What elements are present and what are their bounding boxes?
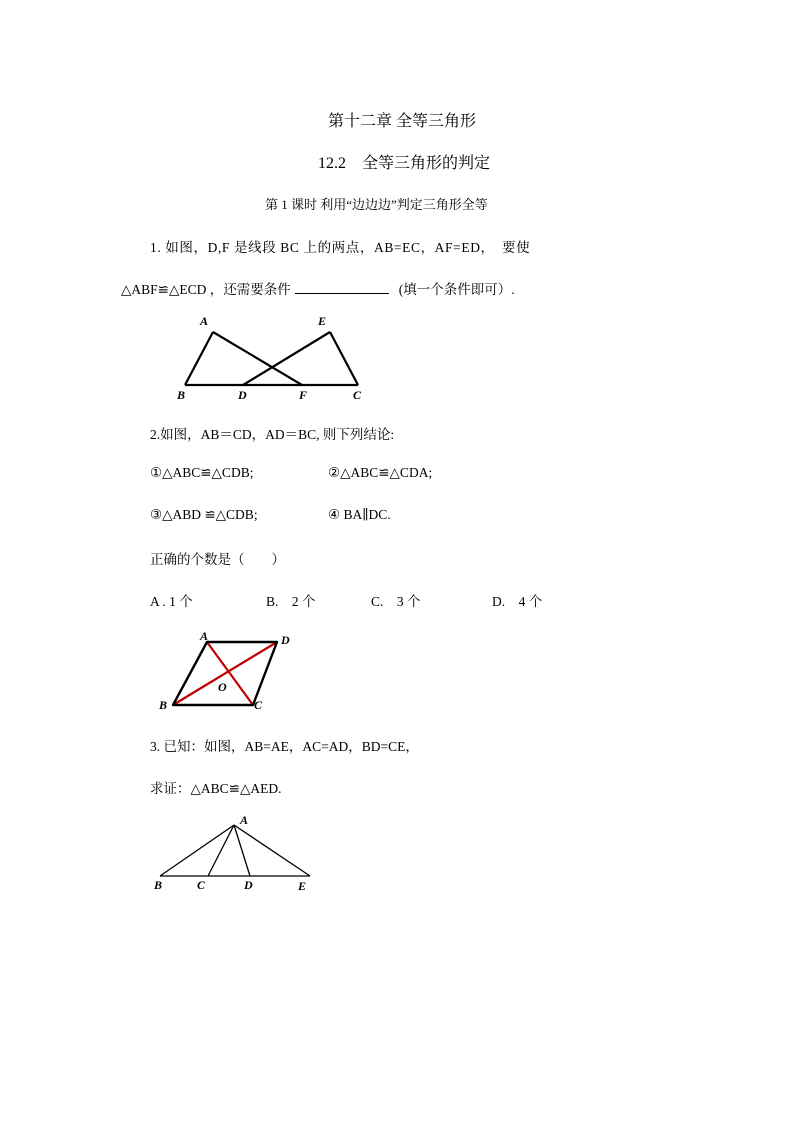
q2-option-d[interactable]: D. 4 个 xyxy=(492,594,543,609)
q2-option-c[interactable]: C. 3 个 xyxy=(371,594,421,609)
fig1-label-e: E xyxy=(318,314,327,328)
fig1-label-a: A xyxy=(200,314,209,328)
fig3-segment-ad xyxy=(234,825,250,876)
q1-answer-blank[interactable] xyxy=(295,281,389,294)
fig2-diagonal-bd xyxy=(173,642,277,705)
q2-option-b[interactable]: B. 2 个 xyxy=(266,594,316,609)
fig1-label-c: C xyxy=(353,388,362,402)
fig1-label-d: D xyxy=(238,388,247,402)
fig1-segment-ab xyxy=(185,332,213,385)
fig2-diagonal-ac xyxy=(207,642,253,705)
fig3-label-d: D xyxy=(244,878,253,892)
fig2-label-c: C xyxy=(254,698,263,712)
section-title: 12.2 全等三角形的判定 xyxy=(318,155,491,172)
fig3-segment-ac xyxy=(208,825,234,876)
fig3-label-e: E xyxy=(298,879,307,893)
q2-question: 正确的个数是（ ） xyxy=(150,552,285,567)
q1-line1: 1. 如图，D,F 是线段 BC 上的两点，AB=EC，AF=ED， 要使 xyxy=(150,240,531,255)
q1-line2 xyxy=(121,278,515,298)
chapter-title: 第十二章 全等三角形 xyxy=(328,113,477,130)
fig2-label-b: B xyxy=(159,698,168,712)
fig3-label-b: B xyxy=(154,878,163,892)
q2-conclusion-3: ③△ABD ≌△CDB; xyxy=(150,507,258,522)
fig3-segment-ab xyxy=(160,825,234,876)
fig2-label-d: D xyxy=(281,633,290,647)
q1-condition-text: △ABF≌△ECD ，还需要条件 xyxy=(121,282,291,297)
fig3-segment-ae xyxy=(234,825,310,876)
fig3-label-c: C xyxy=(197,878,206,892)
fig1-segment-ec xyxy=(330,332,358,385)
q2-conclusion-1: ①△ABC≌△CDB; xyxy=(150,465,254,480)
q2-conclusion-4: ④ BA∥DC. xyxy=(328,507,391,522)
q2-intro: 2.如图，AB＝CD，AD＝BC, 则下列结论: xyxy=(150,427,395,442)
figure-2 xyxy=(155,628,305,718)
q3-prove: 求证：△ABC≌△AED. xyxy=(150,781,282,796)
fig1-label-f: F xyxy=(299,388,308,402)
q3-given: 3. 已知：如图，AB=AE，AC=AD，BD=CE， xyxy=(150,739,419,754)
lesson-title: 第 1 课时 利用“边边边”判定三角形全等 xyxy=(265,197,488,212)
fig1-label-b: B xyxy=(177,388,186,402)
figure-1 xyxy=(170,310,370,400)
fig2-label-a: A xyxy=(200,629,209,643)
q2-option-a[interactable]: A . 1 个 xyxy=(150,594,193,609)
figure-3 xyxy=(150,812,330,892)
fig2-label-o: O xyxy=(218,680,227,694)
fig3-label-a: A xyxy=(240,813,249,827)
q1-hint: (填一个条件即可）. xyxy=(398,282,515,297)
q2-conclusion-2: ②△ABC≌△CDA; xyxy=(328,465,433,480)
